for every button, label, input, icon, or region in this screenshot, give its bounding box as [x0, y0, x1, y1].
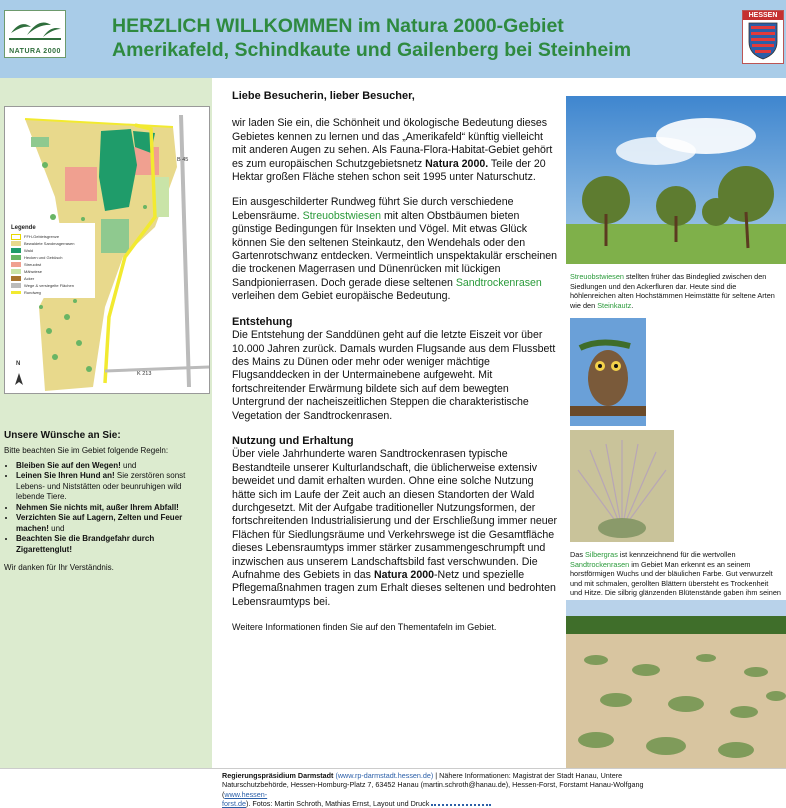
legend-title: Legende — [11, 225, 36, 231]
legend-item: Hecken und Gebüsch — [24, 255, 63, 260]
footer-line: ). Fotos: Martin Schroth, Mathias Ernst, Layout und Druck — [245, 798, 430, 808]
rule-bold: Leinen Sie Ihren Hund an! — [16, 471, 115, 480]
logo-text: NATURA 2000 — [9, 48, 61, 55]
footer-redacted — [431, 801, 491, 806]
text-span: Ein ausgeschilderter Rundweg führt Sie durch verschiedene Lebensräume. — [232, 196, 514, 222]
shield-icon — [743, 20, 783, 62]
footer-forst-url-2[interactable]: forst.de — [222, 798, 246, 808]
highlight-sandtrockenrasen: Sandtrockenrasen — [455, 276, 542, 289]
text-span: wir laden Sie ein, die Schönheit und ökologische Bedeutung dieses Gebietes kennen zu lernen und das „Amerikafeld“ künftig vielleicht mit anderen Augen zu sehen. Als Fauna-Flora-Habitat-Gebiet gehört es zum europäischen Schutzgebietsnetz — [232, 117, 553, 170]
silbergras-caption — [570, 550, 782, 607]
legend-item: Wald — [24, 248, 33, 253]
greeting: Liebe Besucherin, lieber Besucher, — [232, 90, 415, 102]
text-span: Über viele Jahrhunderte waren Sandtrockenrasen typische Bestandteile unserer Kulturlandschaft, die üblicherweise extensiv beweidet und damit erhalten wurden. Ohne eine solche Nutzung hätte sich im Laufe der Zeit auch an diesen Standorten der Wald durchgesetzt. Mit der Aufgabe traditioneller Nutzungsformen, der fortschreitenden Industrialisierung und der Erschließung immer neuer Flächen für Siedlungsräume und Verkehrswege ist die Gesamtfläche dieses Lebensraumtyps immer stärker zusammengeschrumpft und inzwischen aus unserem Landschaftsbild fast verschwunden. Die Aufnahme des Gebiets in das — [232, 448, 558, 581]
orchard-photo — [566, 96, 786, 264]
rule-item — [16, 471, 208, 503]
owl-photo — [570, 318, 646, 426]
caption-highlight: Steinkautz — [597, 300, 632, 310]
road-label-k213: K 213 — [137, 371, 152, 377]
heading-entstehung: Entstehung — [232, 315, 293, 328]
footer-line: | Nähere Informationen: Magistrat der Stadt Hanau, Untere — [433, 771, 623, 780]
caption-text: Das — [570, 550, 586, 559]
wishes-intro: Bitte beachten Sie im Gebiet folgende Regeln: — [4, 446, 169, 455]
orchard-caption — [570, 272, 782, 310]
text-bold: Natura 2000. — [425, 157, 489, 170]
intro-paragraph — [232, 117, 558, 184]
legend-item: FFH-Gebietsgrenze — [24, 234, 60, 239]
rule-item — [16, 513, 208, 534]
rule-bold: Bleiben Sie auf den Wegen! — [16, 460, 121, 470]
map-legend — [9, 223, 95, 298]
caption-text: im Gebiet Man erkennt es an seinem horstförmigen Wuchs und der bläulichen Farbe. Gut verwurzelt und mit schmalen, gerollten Blättern übersteht es Trockenheit und Hitze. Die silbrig glänzenden Blütenstände gaben ihm seinen — [570, 559, 781, 597]
footer-org: Regierungspräsidium Darmstadt — [222, 771, 334, 780]
area-map — [4, 106, 210, 394]
north-label: N — [16, 361, 21, 367]
legend-item: Bewaldete Sandmagerrasen — [24, 241, 75, 246]
legend-item: Mähwiese — [24, 269, 43, 274]
title-line-1: HERZLICH WILLKOMMEN im Natura 2000-Gebiet — [112, 15, 564, 37]
usage-paragraph — [232, 448, 558, 609]
legend-item: Streuobst — [24, 262, 42, 267]
rule-item — [16, 534, 208, 555]
rule-item — [16, 461, 208, 472]
main-text — [232, 90, 558, 635]
more-info: Weitere Informationen finden Sie auf den Thementafeln im Gebiet. — [232, 622, 497, 633]
text-bold: Natura 2000 — [373, 569, 435, 581]
road-label-b45: B 45 — [177, 157, 189, 163]
rule-bold: Beachten Sie die Brandgefahr durch Zigarettenglut! — [16, 534, 155, 554]
page-title — [112, 14, 712, 62]
rules-list — [4, 461, 208, 556]
rule-text: Sie zerstören sonst Lebens- und Niststätten oder beunruhigen wild lebende Tiere. — [16, 471, 186, 501]
dunes-photo — [566, 600, 786, 768]
text-span: verleihen dem Gebiet europäische Bedeutung. — [232, 290, 451, 303]
thanks-text: Wir danken für Ihr Verständnis. — [4, 563, 114, 572]
habitats-paragraph — [232, 196, 558, 303]
title-line-2: Amerikafeld, Schindkaute und Gailenberg bei Steinheim — [112, 39, 632, 61]
caption-text: stellten früher das Bindeglied zwischen den Siedlungen und den Ackerfluren dar. Heute sind die höhlenreichen alten Hochstämmen Heimstätte für seltene Arten wie den — [570, 272, 775, 310]
wishes-title: Unsere Wünsche an Sie: — [4, 430, 121, 441]
hessen-coat-of-arms — [742, 10, 784, 64]
rule-text: und — [48, 523, 65, 533]
footer-text — [222, 771, 672, 808]
hessen-label: HESSEN — [743, 11, 783, 20]
caption-highlight: Streuobstwiesen — [570, 272, 624, 281]
legend-item: Acker — [24, 276, 35, 281]
rule-bold: Nehmen Sie nichts mit, außer Ihrem Abfall! — [16, 502, 179, 512]
footer-forst-url[interactable]: www.hessen- — [224, 789, 268, 799]
heading-nutzung: Nutzung und Erhaltung — [232, 434, 354, 447]
footer-org-url[interactable]: (www.rp-darmstadt.hessen.de) — [335, 771, 434, 780]
caption-highlight: Silbergras — [585, 550, 618, 559]
caption-highlight: Sandtrockenrasen — [570, 559, 630, 569]
footer-line: Naturschutzbehörde, Hessen-Homburg-Platz 7, 63452 Hanau (martin.schroth@hanau.de), Hessen-Forst, Forstamt Hanau-Wolfgang ( — [222, 780, 644, 799]
birds-icon — [5, 11, 65, 45]
rule-item — [16, 503, 208, 514]
text-span: mit alten Obstbäumen bieten günstige Bedingungen für Insekten und Vögel. Mit etwas Glück können Sie den seltenen Steinkautz, den Wendehals oder den Gartenrotschwanz entdecken. Vermeintlich unspektakulär erscheinen die trockenen Magerrasen und Dünenrücken mit lückigen Sandpionierrasen. Doch gerade diese seltenen — [232, 209, 558, 289]
rule-bold: Verzichten Sie auf Lagern, Zelten und Feuer machen! — [16, 513, 183, 533]
caption-text: ist kennzeichnend für die wertvollen — [617, 550, 736, 559]
rule-text: und — [120, 460, 137, 470]
legend-item: Wege & versiegelte Flächen — [24, 283, 74, 288]
legend-item: Rundweg — [24, 290, 41, 295]
caption-text: . — [631, 300, 634, 310]
highlight-streuobstwiesen: Streuobstwiesen — [302, 209, 381, 222]
wishes-section — [4, 430, 208, 574]
natura2000-logo — [4, 10, 66, 58]
silbergras-photo — [570, 430, 674, 542]
origin-paragraph: Die Entstehung der Sanddünen geht auf die letzte Eiszeit vor über 10.000 Jahren zurück. Damals wurden Flugsande aus dem Flussbett des Mains zu Dünen oder mehr oder weniger mächtige Flugsanddecken in der Untermainebene aufgeweht. Mit fortschreitender Erwärmung bildete sich auf dem bewegten Untergrund der nacheiszeitlichen Steppen die charakteristische Vegetation der Sandtrockenrasen. — [232, 329, 556, 422]
text-span: -Netz und spezielle Pflegemaßnahmen tragen zum Erhalt dieses seltenen und bedrohten Lebensraumtyps bei. — [232, 569, 556, 608]
text-span: Teile der 20 Hektar großen Fläche stehen schon seit 1995 unter Naturschutz. — [232, 157, 546, 184]
